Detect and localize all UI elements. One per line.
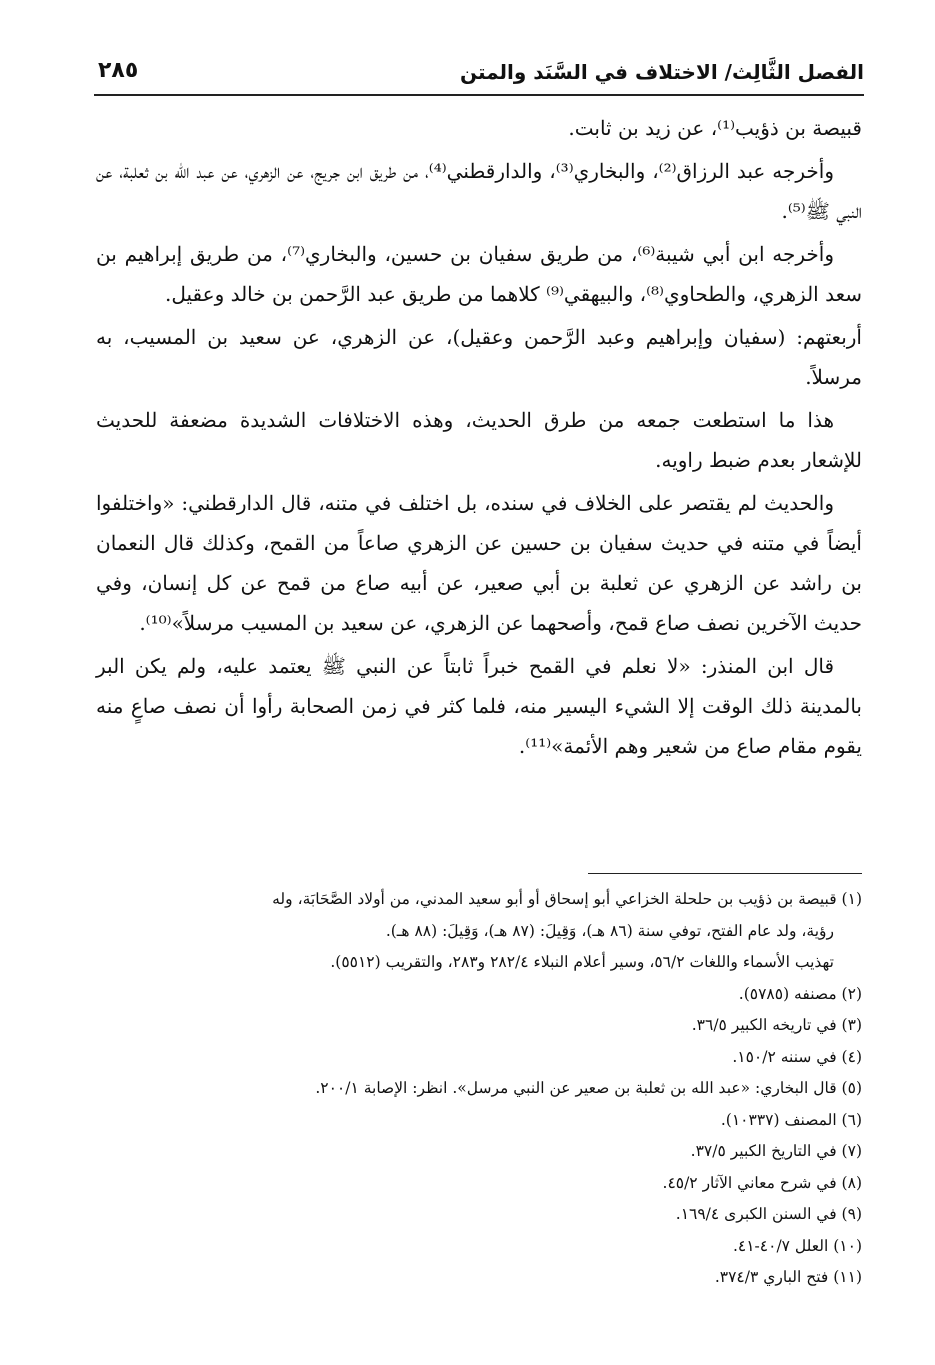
footnote-9: (٩) في السنن الكبرى ١٦٩/٤. — [675, 1205, 862, 1223]
footnote-6: (٦) المصنف (١٠٣٣٧). — [720, 1110, 862, 1129]
footnote-10: (١٠) العلل ٤٠/٧-٤١. — [732, 1236, 862, 1255]
paragraph-1: قبيصة بن ذؤيب⁽¹⁾، عن زيد بن ثابت. — [568, 116, 862, 140]
paragraph-2: وأخرجه عبد الرزاق⁽²⁾، والبخاري⁽³⁾، والدارقطني⁽⁴⁾، من طريق ابن جريج، عن الزهري، عن عبد الله بن ثعلبة، عن النبي ﷺ⁽⁵⁾. — [96, 159, 862, 223]
footnote-11: (١١) فتح الباري ٣٧٤/٣. — [714, 1268, 862, 1286]
page-number: ٢٨٥ — [98, 58, 139, 83]
footnote-1: (١) قبيصة بن ذؤيب بن حلحلة الخزاعي أبو إسحاق أو أبو سعيد المدني، من أولاد الصَّحَابَة، وله — [272, 890, 862, 908]
footnote-7: (٧) في التاريخ الكبير ٣٧/٥. — [690, 1142, 862, 1160]
footnote-5: (٥) قال البخاري: «عبد الله بن ثعلبة بن صعير عن النبي مرسل». انظر: الإصابة ٢٠٠/١. — [315, 1079, 862, 1097]
footnote-3: (٣) في تاريخه الكبير ٣٦/٥. — [691, 1016, 862, 1034]
running-title: الفصل الثَّالِث/ الاختلاف في السَّنَد والمتن — [459, 60, 864, 84]
paragraph-4: أربعتهم: (سفيان وإبراهيم وعبد الرَّحمن وعقيل)، عن الزهري، عن سعيد بن المسيب، به مرسلاً. — [96, 325, 862, 389]
footnote-1-continuation: رؤية، ولد عام الفتح، توفي سنة (٨٦ هـ)، وَقِيلَ: (٨٧ هـ)، وَقِيلَ: (٨٨ هـ). — [385, 921, 834, 940]
footnote-2: (٢) مصنفه (٥٧٨٥). — [738, 984, 862, 1003]
footnotes — [96, 884, 862, 1294]
footnote-divider — [588, 873, 862, 874]
paragraph-7: قال ابن المنذر: «لا نعلم في القمح خبراً ثابتاً عن النبي ﷺ يعتمد عليه، ولم يكن البر بالمدينة ذلك الوقت إلا الشيء اليسير منه، فلما كثر في زمن الصحابة رأوا أن نصف صاعٍ منه يقوم مقام صاع من شعير وهم الأئمة»⁽¹¹⁾. — [96, 654, 862, 758]
paragraph-6: والحديث لم يقتصر على الخلاف في سنده، بل اختلف في متنه، قال الدارقطني: «واختلفوا أيضاً في متنه في حديث سفيان بن حسين عن الزهري صاعاً من القمح، وكذلك قال النعمان بن راشد عن الزهري عن ثعلبة بن أبي صعير، عن أبيه صاع من قمح عن كل إنسان، وفي حديث الآخرين نصف صاع قمح، وأصحهما عن الزهري، عن سعيد بن المسيب مرسلاً»⁽¹⁰⁾. — [96, 491, 862, 635]
page-header — [94, 54, 864, 96]
footnote-1-sources: تهذيب الأسماء واللغات ٥٦/٢، وسير أعلام النبلاء ٢٨٢/٤ و٢٨٣، والتقريب (٥٥١٢). — [330, 953, 834, 971]
footnote-8: (٨) في شرح معاني الآثار ٤٥/٢. — [662, 1173, 862, 1192]
main-text — [96, 108, 862, 769]
footnote-4: (٤) في سننه ١٥٠/٢. — [732, 1047, 862, 1066]
paragraph-3: وأخرجه ابن أبي شيبة⁽⁶⁾، من طريق سفيان بن حسين، والبخاري⁽⁷⁾، من طريق إبراهيم بن سعد الزهري، والطحاوي⁽⁸⁾، والبيهقي⁽⁹⁾ كلاهما من طريق عبد الرَّحمن بن خالد وعقيل. — [96, 242, 862, 306]
paragraph-5: هذا ما استطعت جمعه من طرق الحديث، وهذه الاختلافات الشديدة مضعفة للحديث للإشعار بعدم ضبط راويه. — [96, 408, 862, 472]
